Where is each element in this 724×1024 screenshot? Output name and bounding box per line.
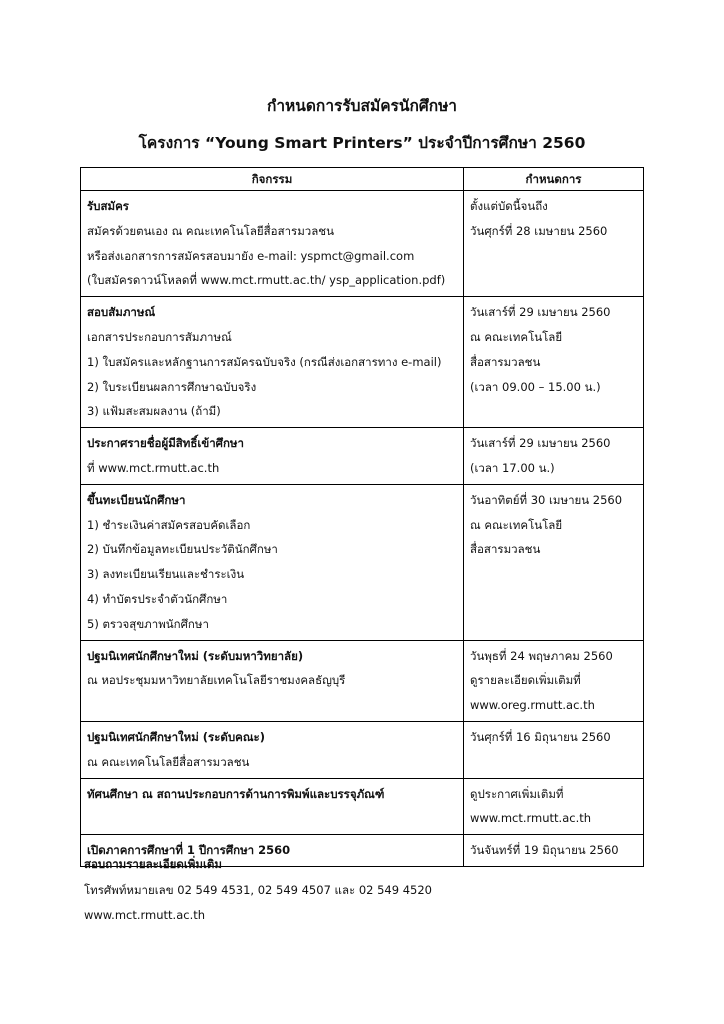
schedule-line: (เวลา 17.00 น.) [470,460,555,475]
schedule-line: ณ คณะเทคโนโลยี [470,517,563,532]
activity-detail: 2) ใบระเบียนผลการศึกษาฉบับจริง [87,379,257,394]
schedule-cell [464,778,644,835]
table-row [81,428,644,485]
activity-detail: ณ หอประชุมมหาวิทยาลัยเทคโนโลยีราชมงคลธัญบุรี [87,673,346,688]
table-row [81,191,644,297]
schedule-line: สื่อสารมวลชน [470,542,541,557]
activity-detail: (ใบสมัครดาวน์โหลดที่ www.mct.rmutt.ac.th/ ysp_application.pdf) [87,273,446,288]
activity-title: ปฐมนิเทศนักศึกษาใหม่ (ระดับคณะ) [87,729,265,744]
activity-detail: 1) ใบสมัครและหลักฐานการสมัครฉบับจริง (กรณีส่งเอกสารทาง e-mail) [87,354,442,369]
schedule-line: ตั้งแต่บัดนี้จนถึง [470,199,548,213]
contact-section [84,852,432,929]
schedule-cell [464,428,644,485]
activity-detail: หรือส่งเอกสารการสมัครสอบมายัง e-mail: yspmct@gmail.com [87,248,415,263]
document-subtitle: โครงการ “Young Smart Printers” ประจำปีการศึกษา 2560 [138,134,586,152]
activity-cell [81,778,464,835]
schedule-line: วันพุธที่ 24 พฤษภาคม 2560 [470,648,613,663]
table-row [81,721,644,778]
schedule-line: ดูรายละเอียดเพิ่มเติมที่ [470,673,581,688]
schedule-line: วันศุกร์ที่ 16 มิถุนายน 2560 [470,729,611,744]
schedule-line: (เวลา 09.00 – 15.00 น.) [470,379,601,394]
schedule-line: วันศุกร์ที่ 28 เมษายน 2560 [470,223,608,238]
activity-detail: ที่ www.mct.rmutt.ac.th [87,460,220,475]
schedule-cell [464,640,644,721]
schedule-line: ดูประกาศเพิ่มเติมที่ [470,786,564,801]
schedule-cell [464,835,644,867]
schedule-line: วันเสาร์ที่ 29 เมษายน 2560 [470,436,611,451]
activity-detail: 3) ลงทะเบียนเรียนและชำระเงิน [87,567,245,582]
activity-title: ประกาศรายชื่อผู้มีสิทธิ์เข้าศึกษา [87,436,244,451]
header-activity: กิจกรรม [81,168,464,191]
activity-detail: 1) ชำระเงินค่าสมัครสอบคัดเลือก [87,517,251,532]
schedule-cell [464,721,644,778]
activity-title: ปฐมนิเทศนักศึกษาใหม่ (ระดับมหาวิทยาลัย) [87,648,304,663]
contact-website: www.mct.rmutt.ac.th [84,908,206,922]
activity-cell [81,484,464,640]
schedule-line: วันจันทร์ที่ 19 มิถุนายน 2560 [470,843,619,858]
contact-phone: โทรศัพท์หมายเลข 02 549 4531, 02 549 4507 และ 02 549 4520 [84,882,432,897]
activity-detail: 3) แฟ้มสะสมผลงาน (ถ้ามี) [87,404,221,419]
schedule-line: วันเสาร์ที่ 29 เมษายน 2560 [470,305,611,320]
activity-title: เปิดภาคการศึกษาที่ 1 ปีการศึกษา 2560 [87,843,291,858]
activity-detail: 4) ทำบัตรประจำตัวนักศึกษา [87,591,228,606]
table-row [81,778,644,835]
activity-detail: 5) ตรวจสุขภาพนักศึกษา [87,616,209,631]
activity-detail: ณ คณะเทคโนโลยีสื่อสารมวลชน [87,754,250,769]
activity-cell [81,428,464,485]
schedule-line: สื่อสารมวลชน [470,354,541,369]
activity-cell [81,640,464,721]
schedule-cell [464,484,644,640]
schedule-table [80,167,644,867]
activity-detail: เอกสารประกอบการสัมภาษณ์ [87,329,232,344]
activity-detail: 2) บันทึกข้อมูลทะเบียนประวัตินักศึกษา [87,542,278,557]
activity-detail: สมัครด้วยตนเอง ณ คณะเทคโนโลยีสื่อสารมวลชน [87,223,334,238]
table-row [81,484,644,640]
table-header-row [81,168,644,191]
activity-cell [81,721,464,778]
table-row [81,297,644,428]
activity-cell [81,191,464,297]
activity-title: รับสมัคร [87,199,129,213]
activity-title: ทัศนศึกษา ณ สถานประกอบการด้านการพิมพ์และบรรจุภัณฑ์ [87,786,385,801]
schedule-cell [464,297,644,428]
contact-heading: สอบถามรายละเอียดเพิ่มเติม [84,857,222,871]
document-title: กำหนดการรับสมัครนักศึกษา [266,97,458,115]
schedule-line: www.mct.rmutt.ac.th [470,811,592,826]
schedule-line: ณ คณะเทคโนโลยี [470,329,563,344]
header-schedule: กำหนดการ [464,168,644,191]
activity-cell [81,297,464,428]
schedule-cell [464,191,644,297]
table-row [81,640,644,721]
schedule-line: www.oreg.rmutt.ac.th [470,698,595,713]
activity-title: ขึ้นทะเบียนนักศึกษา [87,492,186,507]
activity-title: สอบสัมภาษณ์ [87,305,156,320]
schedule-line: วันอาทิตย์ที่ 30 เมษายน 2560 [470,492,623,507]
